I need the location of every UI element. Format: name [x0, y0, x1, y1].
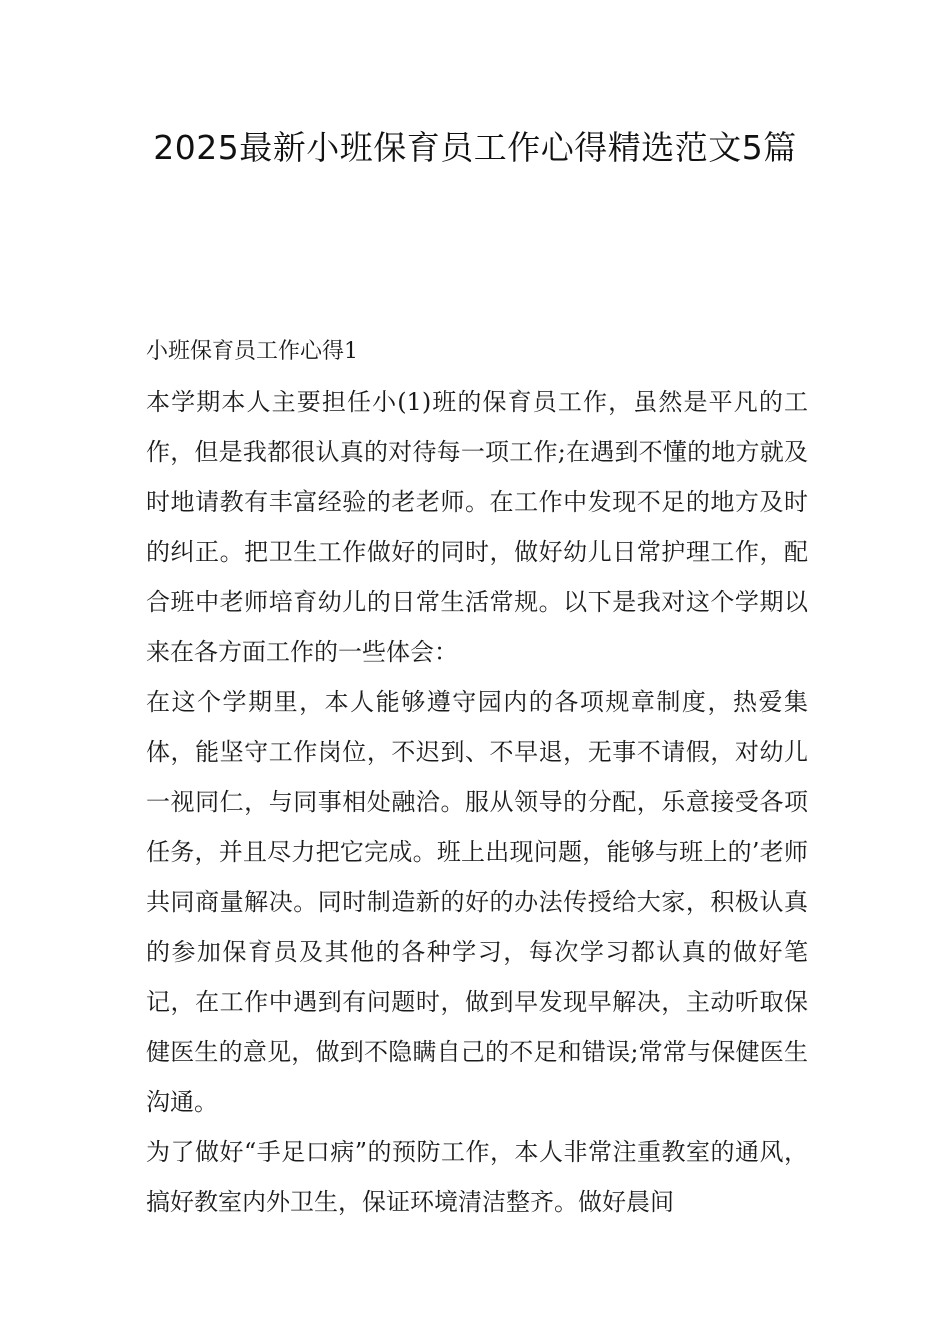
paragraph-1: 本学期本人主要担任小(1)班的保育员工作，虽然是平凡的工作，但是我都很认真的对待每一项工作;在遇到不懂的地方就及时地请教有丰富经验的老老师。在工作中发现不足的地方及时的纠正。把卫生工作做好的同时，做好幼儿日常护理工作，配合班中老师培育幼儿的日常生活常规。以下是我对这个学期以来在各方面工作的一些体会： [146, 388, 808, 666]
document-body [146, 327, 808, 1227]
document-title: 2025最新小班保育员工作心得精选范文5篇 [153, 128, 797, 167]
paragraph-3: 为了做好“手足口病”的预防工作，本人非常注重教室的通风，搞好教室内外卫生，保证环境清洁整齐。做好晨间 [146, 1138, 808, 1216]
paragraph-2: 在这个学期里，本人能够遵守园内的各项规章制度，热爱集体，能坚守工作岗位，不迟到、不早退，无事不请假，对幼儿一视同仁，与同事相处融洽。服从领导的分配，乐意接受各项任务，并且尽力把它完成。班上出现问题，能够与班上的’老师共同商量解决。同时制造新的好的办法传授给大家，积极认真的参加保育员及其他的各种学习，每次学习都认真的做好笔记，在工作中遇到有问题时，做到早发现早解决，主动听取保健医生的意见，做到不隐瞒自己的不足和错误;常常与保健医生沟通。 [146, 688, 808, 1116]
section-heading: 小班保育员工作心得1 [146, 339, 358, 364]
